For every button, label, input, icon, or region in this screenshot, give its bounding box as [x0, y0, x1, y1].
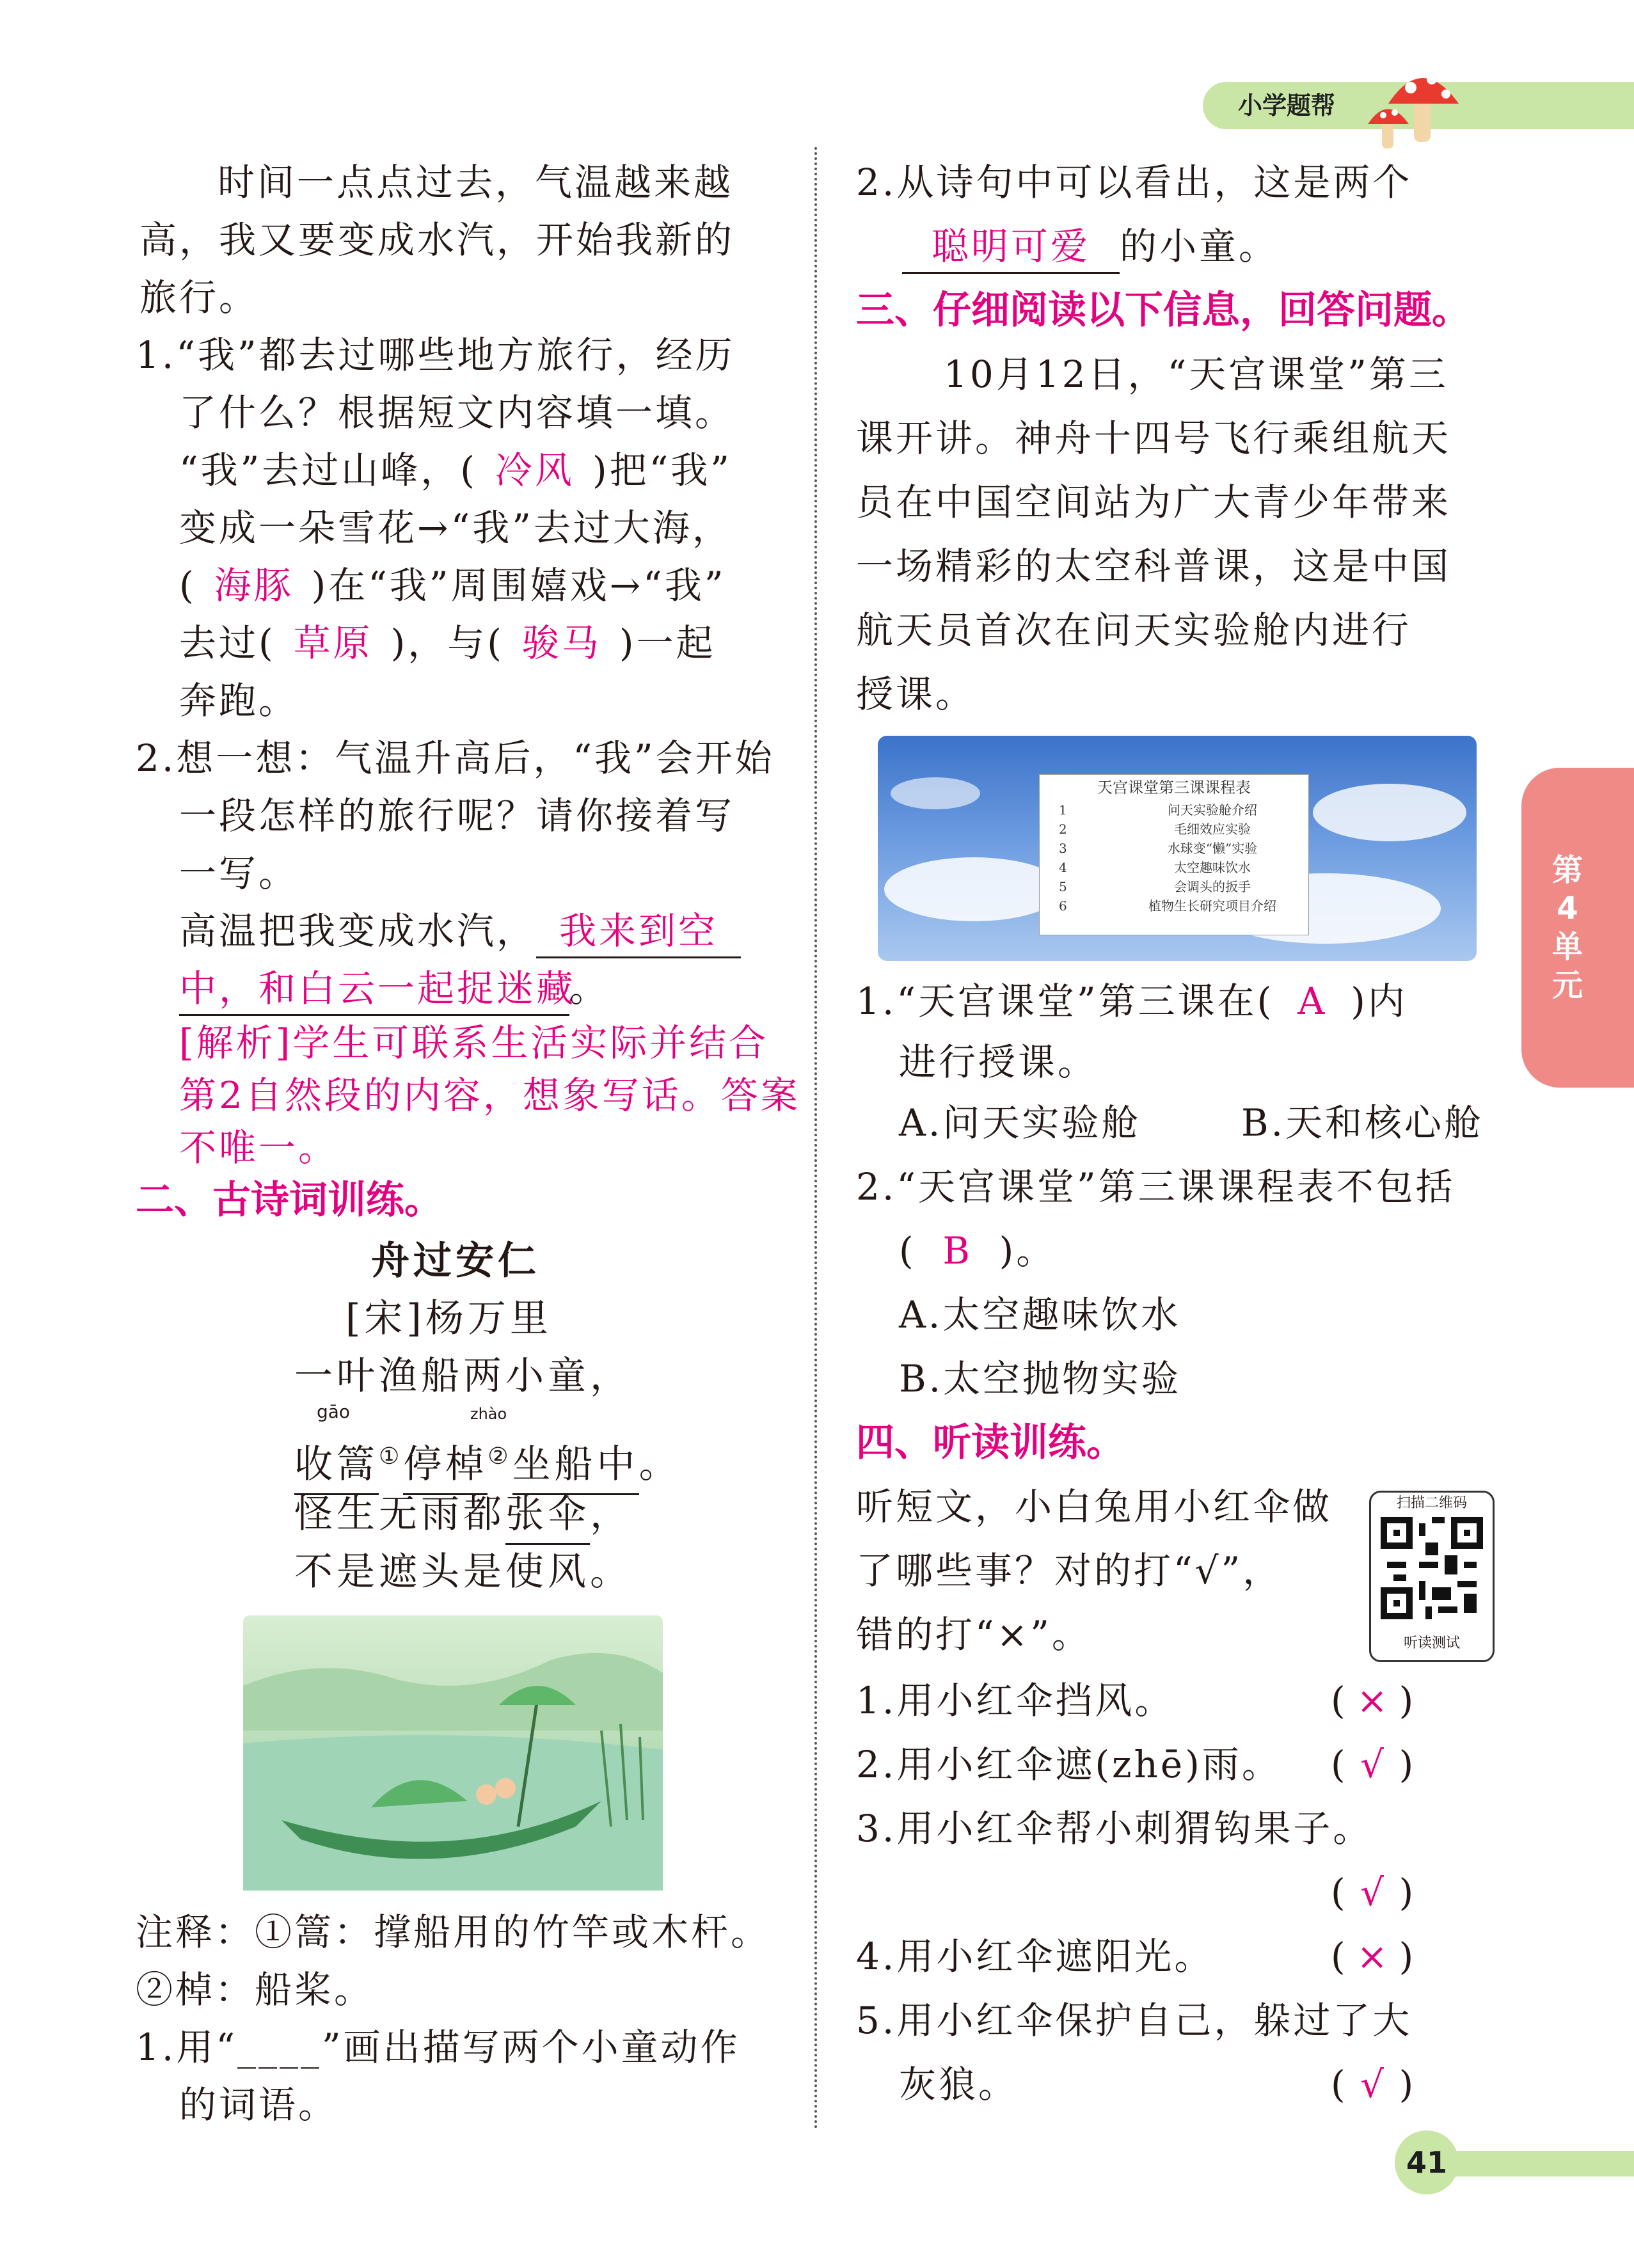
option-b: B.太空抛物实验: [899, 1357, 1182, 1400]
qr-bottom-label: 听读测试: [1403, 1635, 1460, 1651]
answer-line: 高温把我变成水汽， 我来到空: [179, 905, 741, 958]
option-a: A.问天实验舱: [899, 1101, 1141, 1145]
question-text: 了什么？根据短文内容填一填。: [179, 391, 735, 434]
fill-line: ( 海豚 )在“我”周围嬉戏→“我”: [179, 560, 726, 611]
poem-line: 收篙①停棹②坐船中。: [294, 1428, 681, 1495]
pinyin: zhào: [470, 1405, 507, 1423]
schedule-row: [1040, 896, 1308, 916]
page-number: 41: [1395, 2130, 1459, 2194]
analysis-text: [解析]学生可联系生活实际并结合: [179, 1021, 769, 1065]
answer-blank: 骏马: [521, 621, 601, 665]
question-text: 1.“我”都去过哪些地方旅行，经历: [136, 333, 735, 377]
answer-blank: 海豚: [214, 564, 294, 607]
question-text: 2.“天宫课堂”第三课课程表不包括: [856, 1165, 1456, 1209]
schedule-row-number: 3: [1059, 841, 1067, 856]
check-mark: ( √ ): [1331, 1743, 1416, 1786]
passage-line: 授课。: [856, 672, 976, 716]
schedule-row-text: 植物生长研究项目介绍: [1148, 898, 1276, 914]
answer-blank: 冷风: [495, 448, 575, 492]
schedule-row-text: 太空趣味饮水: [1174, 860, 1251, 875]
option-a: A.太空趣味饮水: [899, 1293, 1181, 1336]
check-mark: ( √ ): [1331, 1871, 1416, 1914]
question-text: 2.想一想：气温升高后，“我”会开始: [136, 736, 775, 780]
list-item: 1.用小红伞挡风。: [856, 1679, 1175, 1722]
passage-line: 课开讲。神舟十四号飞行乘组航天: [856, 416, 1452, 460]
schedule-row: [1040, 800, 1308, 820]
column-divider: [814, 147, 817, 2130]
schedule-row-text: 问天实验舱介绍: [1168, 802, 1257, 818]
analysis-text: 第2自然段的内容，想象写话。答案: [179, 1074, 800, 1117]
qr-pattern-icon: [1381, 1517, 1483, 1619]
fill-line: 变成一朵雪花→“我”去过大海，: [179, 506, 732, 550]
question-text: 1.“天宫课堂”第三课在( A )内: [856, 976, 1408, 1027]
question-text: 一写。: [179, 852, 299, 895]
note-line: ②棹：船桨。: [136, 1968, 374, 2011]
analysis-text: 不唯一。: [179, 1126, 338, 1170]
answer-blank: A: [1297, 979, 1328, 1023]
schedule-row: [1040, 839, 1308, 858]
poem-line: 不是遮头是使风。: [294, 1550, 632, 1594]
schedule-row-text: 水球变“懒”实验: [1167, 841, 1258, 856]
section-title: 二、古诗词训练。: [136, 1178, 443, 1223]
passage-line: 航天员首次在问天实验舱内进行: [856, 608, 1412, 652]
question-text: 2.从诗句中可以看出，这是两个: [856, 161, 1413, 204]
intro-line: 旅行。: [139, 276, 259, 319]
section-title: 四、听读训练。: [856, 1420, 1125, 1465]
poem-title: 舟过安仁: [371, 1239, 540, 1283]
schedule-title: 天宫课堂第三课课程表: [1097, 779, 1251, 797]
note-line: 注释：①篙：撑船用的竹竿或木杆。: [136, 1910, 771, 1954]
intro-line: 时间一点点过去，气温越来越: [218, 161, 734, 204]
poem-author: [宋]杨万里: [345, 1296, 552, 1341]
schedule-row-number: 2: [1059, 821, 1067, 837]
answer-line: 聪明可爱 的小童。: [902, 221, 1278, 274]
poem-illustration: [243, 1615, 663, 1891]
schedule-row-text: 毛细效应实验: [1174, 821, 1251, 837]
passage-line: 一场精彩的太空科普课，这是中国: [856, 544, 1452, 588]
unit-tab-label: 第4单元: [1551, 852, 1583, 1003]
list-item: 灰狼。: [899, 2063, 1019, 2106]
poem-line: 一叶渔船两小童，: [294, 1354, 632, 1399]
fill-line: 奔跑。: [179, 679, 299, 722]
schedule-row-text: 会调头的扳手: [1174, 879, 1251, 894]
mushroom-icon: [1356, 59, 1471, 155]
poem-line: 怪生无雨都张伞，: [294, 1486, 632, 1545]
qr-code[interactable]: [1369, 1491, 1495, 1662]
schedule-row: [1040, 858, 1308, 877]
check-mark: ( × ): [1331, 1679, 1416, 1722]
pinyin: gāo: [317, 1401, 351, 1422]
check-mark: ( × ): [1331, 1935, 1416, 1978]
schedule-row-number: 1: [1059, 802, 1067, 818]
question-text: 一段怎样的旅行呢？请你接着写: [179, 794, 735, 837]
schedule-image: [878, 736, 1477, 961]
fill-line: “我”去过山峰，( 冷风 )把“我”: [179, 445, 732, 496]
list-item: 2.用小红伞遮(zhē)雨。: [856, 1743, 1281, 1786]
question-text: 1.用“____”画出描写两个小童动作: [136, 2026, 740, 2069]
listen-intro: 了哪些事？对的打“√”，: [856, 1549, 1283, 1592]
schedule-table: [1039, 774, 1309, 935]
schedule-row-number: 5: [1059, 879, 1067, 894]
qr-top-label: 扫描二维码: [1396, 1495, 1467, 1511]
schedule-row: [1040, 877, 1308, 896]
answer-blank: B: [942, 1229, 972, 1273]
list-item: 4.用小红伞遮阳光。: [856, 1935, 1214, 1978]
question-text: 的词语。: [179, 2083, 338, 2127]
footer-bar: [1452, 2151, 1634, 2177]
brand-label: 小学题帮: [1238, 91, 1336, 120]
passage-line: 10月12日，“天宫课堂”第三: [944, 353, 1448, 396]
schedule-row: [1040, 820, 1308, 839]
answer-blank: 草原: [293, 621, 373, 665]
list-item: 3.用小红伞帮小刺猬钩果子。: [856, 1807, 1373, 1850]
check-mark: ( √ ): [1331, 2063, 1416, 2106]
list-item: 5.用小红伞保护自己，躲过了大: [856, 1999, 1413, 2042]
intro-line: 高，我又要变成水汽，开始我新的: [139, 218, 735, 262]
listen-intro: 错的打“×”。: [856, 1613, 1091, 1656]
section-title: 三、仔细阅读以下信息，回答问题。: [856, 288, 1470, 333]
listen-intro: 听短文，小白兔用小红伞做: [856, 1485, 1333, 1528]
schedule-row-number: 4: [1059, 860, 1067, 875]
question-text: ( B )。: [899, 1225, 1056, 1276]
schedule-row-number: 6: [1059, 898, 1067, 914]
question-text: 进行授课。: [899, 1040, 1098, 1084]
fill-line: 去过( 草原 )，与( 骏马 )一起: [179, 617, 716, 669]
passage-line: 员在中国空间站为广大青少年带来: [856, 480, 1452, 524]
answer-line: 中，和白云一起捉迷藏。: [179, 963, 609, 1016]
option-b: B.天和核心舱: [1241, 1101, 1484, 1145]
